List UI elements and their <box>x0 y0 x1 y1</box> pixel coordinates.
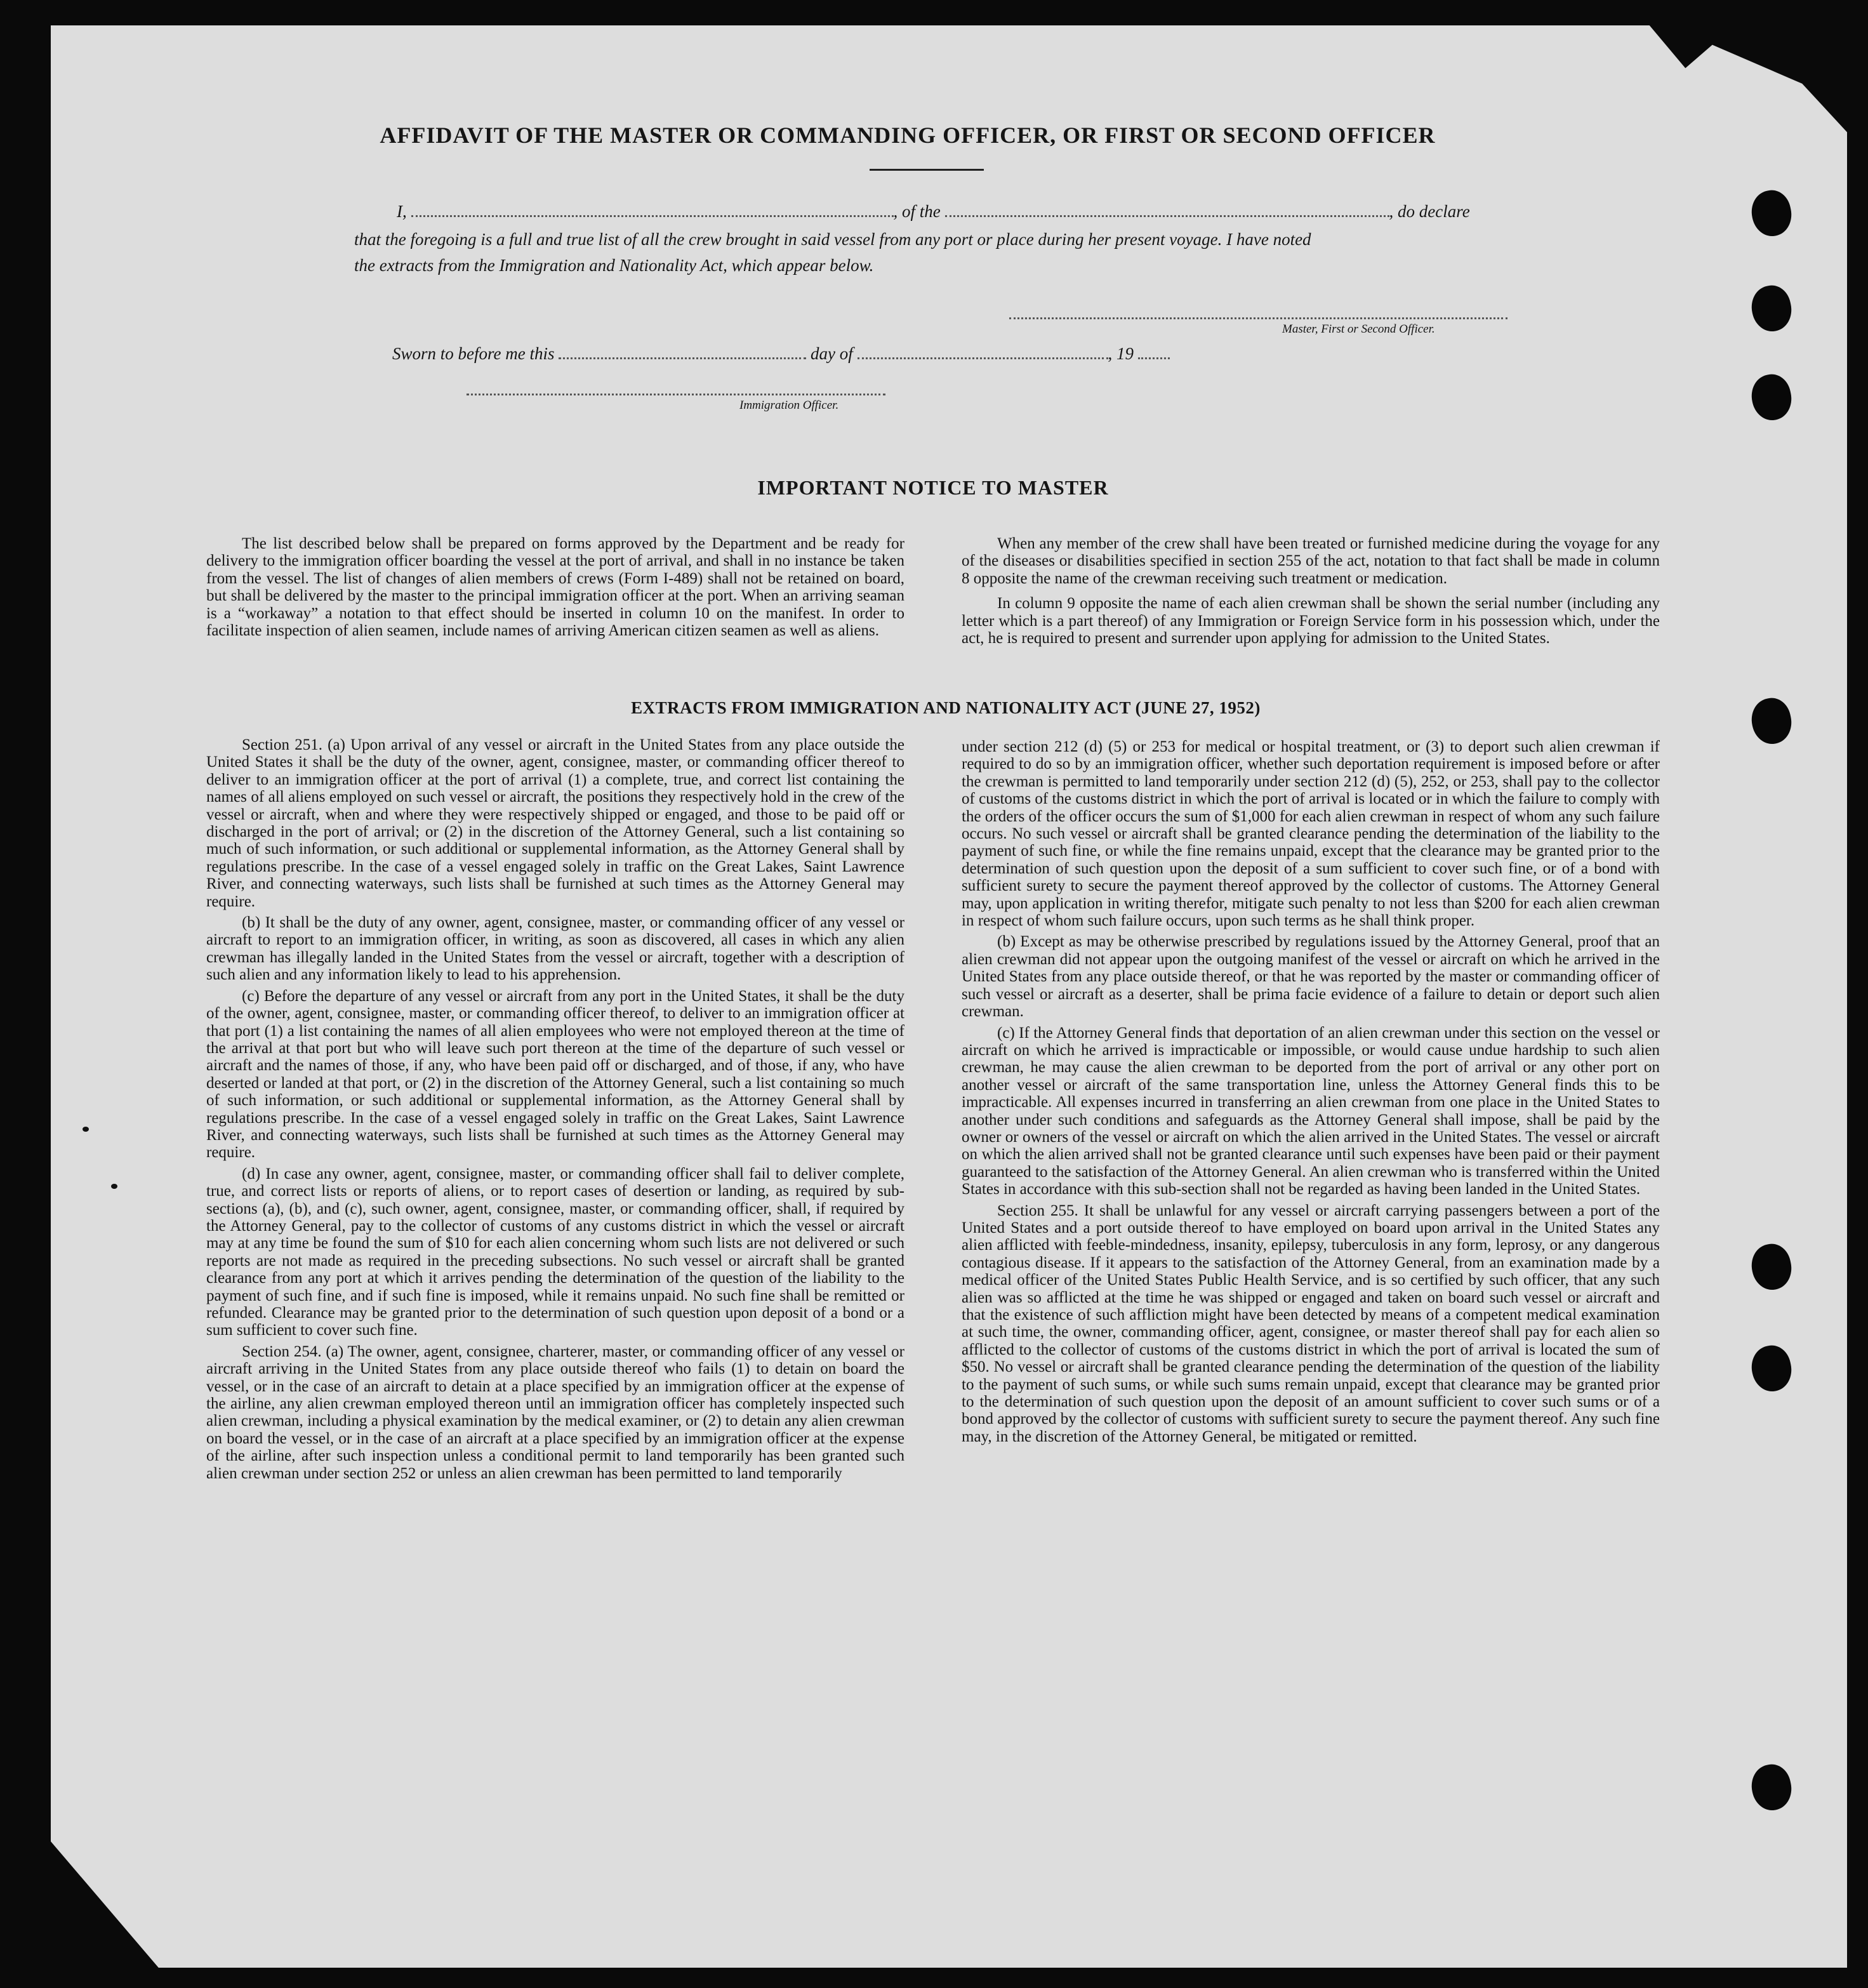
title-rule <box>870 169 984 171</box>
extract-paragraph: (c) Before the departure of any vessel or aircraft from any port in the United States, it shall be the duty of the owner, agent, consignee, master, or commanding officer thereof, to deliver to an immigration officer at that port (1) a list containing the names of all alien employees who were not employed thereon at the time of the arrival at that port but who will leave such port thereon at the time of the departure of such vessel or aircraft and the names of those, if any, who have been paid off or discharged, and of those, if any, who have deserted or landed at that port, or (2) in the discretion of the Attorney General, such a list containing so much of such information, or such additional or supplemental information, as the Attorney General shall by regulations prescribe. In the case of a vessel engaged solely in traffic on the Great Lakes, Saint Lawrence River, and connecting waterways, such lists shall be furnished at such times as the Attorney General may require. <box>206 987 904 1162</box>
extracts-left-column <box>206 736 904 1486</box>
notice-paragraph: The list described below shall be prepared on forms approved by the Department and be ready for delivery to the immigration officer boarding the vessel at the port of arrival, and shall in no instance be taken from the vessel. The list of changes of alien members of crews (Form I-489) shall not be retained on board, but shall be delivered by the master to the principal immigration officer at the port. When an arriving seaman is a “workaway” a notation to that effect should be inserted in column 10 on the manifest. In order to facilitate inspection of alien seamen, include names of arriving American citizen seamen as well as aliens. <box>206 535 904 640</box>
master-caption: Master, First or Second Officer. <box>1282 322 1435 336</box>
punch-hole <box>1747 1342 1796 1395</box>
vessel-blank <box>945 206 1389 217</box>
notice-left-column <box>206 535 904 647</box>
sworn-day-blank <box>559 348 806 359</box>
notice-right-column <box>962 535 1660 654</box>
extract-paragraph: (c) If the Attorney General finds that deportation of an alien crewman under this section on the vessel or aircraft on which he arrived is impracticable or impossible, or would cause undue hardship to such alien crewman, he may cause the alien crewman to be deported from the port of arrival or any other port on another vessel or aircraft of the same transportation line, unless the Attorney General finds this to be impracticable. All expenses incurred in transferring an alien crewman from one place in the United States to another under such conditions and safeguards as the Attorney General shall impose, shall be paid by the owner or owners of the vessel or aircraft on which the alien arrived in the United States. The vessel or aircraft on which the alien arrived shall not be granted clearance until such expenses have been paid or their payment guaranteed to the satisfaction of the Attorney General. An alien crewman who is transferred within the United States in accordance with this sub-section shall not be regarded as having been landed in the United States. <box>962 1024 1660 1198</box>
extracts-title: EXTRACTS FROM IMMIGRATION AND NATIONALITY ACT (JUNE 27, 1952) <box>631 698 1261 717</box>
extract-paragraph: Section 255. It shall be unlawful for any vessel or aircraft carrying passengers between a port of the United States and a port outside thereof to have employed on board upon arrival in the United States any alien afflicted with feeble-mindedness, insanity, epilepsy, tuberculosis in any form, leprosy, or any dangerous contagious disease. If it appears to the satisfaction of the Attorney General, from an examination made by a medical officer of the United States Public Health Service, and is so certified by such officer, that any such alien was so afflicted at the time he was shipped or engaged and taken on board such vessel or aircraft and that the existence of such affliction might have been detected by means of a competent medical examination at such time, the owner, commanding officer, agent, consignee, or master thereof shall pay for each alien so afflicted to the collector of customs of the customs district in which the port of arrival is located the sum of $50. No vessel or aircraft shall be granted clearance pending the determination of the question of the liability to the payment of such sums, or while such sums remain unpaid, except that clearance may be granted prior to the determination of such question upon the deposit of an amount sufficient to cover such sums or of a bond approved by the collector of customs with sufficient surety to secure the payment thereof. Any such fine may, in the discretion of the Attorney General, be mitigated or remitted. <box>962 1202 1660 1445</box>
master-signature-line <box>1009 308 1507 319</box>
punch-hole <box>1747 187 1796 239</box>
declaration-line-2: that the foregoing is a full and true list of all the crew brought in said vessel from any port or place during her present voyage. I have noted <box>354 230 1311 249</box>
notice-title: IMPORTANT NOTICE TO MASTER <box>757 476 1109 499</box>
sworn-text: Sworn to before me this <box>392 344 555 363</box>
name-blank <box>411 206 894 217</box>
ink-speck <box>111 1184 117 1189</box>
sworn-month-blank <box>858 348 1108 359</box>
extract-paragraph: (b) Except as may be otherwise prescribed by regulations issued by the Attorney General, proof that an alien crewman did not appear upon the outgoing manifest of the vessel or aircraft on which he arrived in the United States from any place outside thereof, or that he was reported by the master or commanding officer of such vessel or aircraft as a deserter, shall be prima facie evidence of a failure to detain or deport such alien crewman. <box>962 933 1660 1021</box>
affidavit-title: AFFIDAVIT OF THE MASTER OR COMMANDING OFFICER, OR FIRST OR SECOND OFFICER <box>380 123 1436 148</box>
punch-hole <box>1747 1240 1796 1293</box>
declaration-of-the: , of the <box>893 202 941 221</box>
punch-hole <box>1747 371 1796 423</box>
officer-signature-line <box>467 385 885 395</box>
sworn-day-of: day of <box>811 344 853 363</box>
extract-paragraph: Section 254. (a) The owner, agent, consignee, charterer, master, or commanding officer of any vessel or aircraft arriving in the United States from any place outside thereof who fails (1) to detain on board the vessel, or in the case of an aircraft to detain at a place specified by an immigration officer at the expense of the airline, any alien crewman employed thereon until an immigration officer has completely inspected such alien crewman, including a physical examination by the medical examiner, or (2) to detain any alien crewman on board the vessel, or in the case of an aircraft at a place specified by an immigration officer at the expense of the airline, after such inspection unless a conditional permit to land temporarily has been granted such alien crewman under section 252 or unless an alien crewman has been permitted to land temporarily <box>206 1342 904 1482</box>
sworn-year: , 19 <box>1108 344 1134 363</box>
declaration-line-3: the extracts from the Immigration and Nationality Act, which appear below. <box>354 256 874 275</box>
notice-paragraph: When any member of the crew shall have been treated or furnished medicine during the voyage for any of the diseases or disabilities specified in section 255 of the act, notation to that fact shall be made in column 8 opposite the name of the crewman receiving such treatment or medication. <box>962 535 1660 587</box>
ink-speck <box>83 1127 89 1132</box>
punch-hole <box>1747 1761 1796 1813</box>
declaration-i: I, <box>397 202 407 221</box>
extract-paragraph: (b) It shall be the duty of any owner, agent, consignee, master, or commanding officer of any vessel or aircraft to report to an immigration officer, in writing, as soon as discovered, all cases in which any alien crewman has illegally landed in the United States from the vessel or aircraft, together with a description of such alien and any information likely to lead to his apprehension. <box>206 914 904 984</box>
notice-paragraph: In column 9 opposite the name of each alien crewman shall be shown the serial number (including any letter which is a part thereof) of any Immigration or Foreign Service form in his possession which, under the act, he is required to present and surrender upon applying for admission to the United States. <box>962 595 1660 647</box>
declaration-line-1 <box>397 202 1470 222</box>
punch-hole <box>1747 282 1796 335</box>
extract-paragraph: (d) In case any owner, agent, consignee, master, or commanding officer shall fail to deliver complete, true, and correct lists or reports of aliens, or to report cases of desertion or landing, as required by sub-sections (a), (b), and (c), such owner, agent, consignee, master, or commanding officer, shall, if required by the Attorney General, pay to the collector of customs of any customs district in which the vessel or aircraft may at any time be found the sum of $10 for each alien concerning whom such lists are not delivered or such reports are not made as required in the preceding subsections. No such vessel or aircraft shall be granted clearance from any port at which it arrives pending the determination of the question of the liability to the payment of such fine, and if such fine is imposed, while it remains unpaid. No such fine shall be remitted or refunded. Clearance may be granted prior to the determination of such question upon deposit of a bond or a sum sufficient to cover such fine. <box>206 1165 904 1339</box>
sworn-year-blank <box>1138 348 1170 359</box>
declaration-do-declare: , do declare <box>1389 202 1470 221</box>
extracts-right-column <box>962 738 1660 1449</box>
punch-hole <box>1747 694 1796 747</box>
officer-caption: Immigration Officer. <box>739 399 839 412</box>
extract-paragraph: under section 212 (d) (5) or 253 for medical or hospital treatment, or (3) to deport such alien crewman if required to do so by an immigration officer, whether such deportation requirement is imposed before or after the crewman is permitted to land temporarily under section 212 (d) (5), 252, or 253, shall pay to the collector of customs of the customs district in which the port of arrival is located or in which the failure to comply with the orders of the officer occurs the sum of $1,000 for each alien crewman in respect of whom any such failure occurs. No such vessel or aircraft shall be granted clearance pending the determination of the liability to the payment of such fine, or while the fine remains unpaid, except that the clearance may be granted prior to the determination of such question upon the deposit of a sum sufficient to cover such fine, or of a bond with sufficient surety to secure the payment thereof approved by the collector of customs. The Attorney General may, upon application in writing therefor, mitigate such penalty to not less than $200 for each alien crewman in respect of whom such failure occurs, upon such terms as he shall think proper. <box>962 738 1660 930</box>
sworn-line <box>392 344 1170 364</box>
extract-paragraph: Section 251. (a) Upon arrival of any vessel or aircraft in the United States from any place outside the United States it shall be the duty of the owner, agent, consignee, master, or commanding officer thereof to deliver to an immigration officer at the port of arrival (1) a complete, true, and correct list containing the names of all aliens employed on such vessel or aircraft, the positions they respectively hold in the crew of the vessel or aircraft, when and where they were respectively shipped or engaged, and those to be paid off or discharged in the port of arrival; or (2) in the discretion of the Attorney General, such a list containing so much of such information, or such additional or supplemental information, as the Attorney General shall by regulations prescribe. In the case of a vessel engaged solely in traffic on the Great Lakes, Saint Lawrence River, and connecting waterways, such lists shall be furnished at such times as the Attorney General may require. <box>206 736 904 910</box>
